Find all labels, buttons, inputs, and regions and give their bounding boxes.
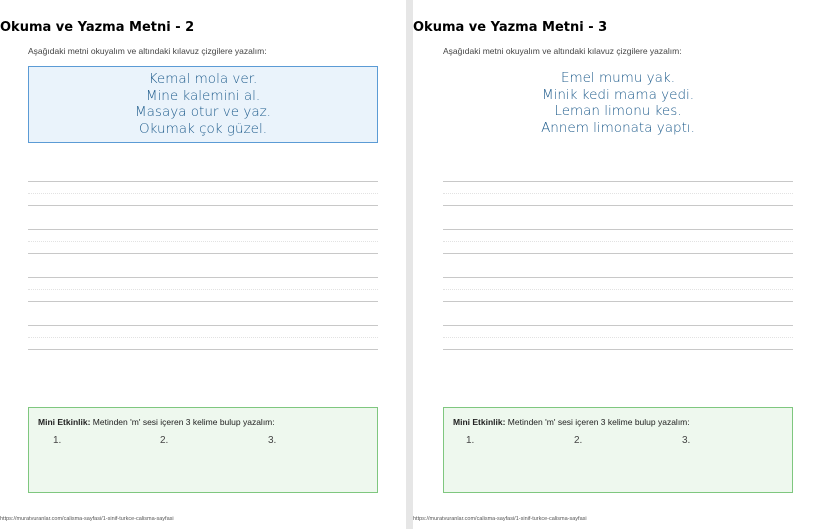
guide-line (28, 277, 378, 278)
reading-text-box (28, 66, 378, 143)
activity-label: Mini Etkinlik: (38, 417, 91, 427)
activity-prompt: Metinden 'm' sesi içeren 3 kelime bulup yazalım: (507, 417, 690, 427)
reading-line: Kemal mola ver. (148, 71, 258, 87)
activity-heading (38, 417, 275, 427)
reading-line: Mine kalemini al. (145, 87, 261, 104)
reading-line: Emel mumu yak. (560, 70, 676, 86)
page-title: Okuma ve Yazma Metni - 3 (413, 20, 608, 35)
guide-line (443, 205, 793, 206)
answer-number: 3. (682, 435, 691, 446)
answer-number: 1. (53, 435, 62, 446)
reading-line: Okumak çok güzel. (139, 120, 267, 137)
answer-number: 2. (574, 435, 583, 446)
guide-line (443, 349, 793, 350)
worksheet-page-2 (0, 0, 406, 529)
guide-line-dotted (443, 193, 793, 194)
guide-line (443, 253, 793, 254)
guide-line (28, 205, 378, 206)
reading-text-box (443, 66, 793, 141)
guide-line (28, 349, 378, 350)
guide-line-dotted (443, 241, 793, 242)
reading-line: Masaya otur ve yaz. (135, 104, 271, 120)
footer-url: https://muratvuranlar.com/calisma-sayfasi/1-sinif-turkce-calisma-sayfasi (0, 516, 174, 522)
answer-number: 3. (268, 435, 277, 446)
activity-prompt: Metinden 'm' sesi içeren 3 kelime bulup yazalım: (92, 417, 275, 427)
reading-line: Leman limonu kes. (554, 103, 682, 119)
guide-line (443, 181, 793, 182)
guide-line-dotted (443, 337, 793, 338)
guide-line (443, 229, 793, 230)
guide-line (28, 301, 378, 302)
guide-line (28, 253, 378, 254)
activity-label: Mini Etkinlik: (453, 417, 506, 427)
guide-line-dotted (443, 289, 793, 290)
guide-line-dotted (28, 193, 378, 194)
guide-line (28, 325, 378, 326)
guide-line-dotted (28, 337, 378, 338)
answer-number: 2. (160, 435, 169, 446)
guide-line (443, 325, 793, 326)
instruction-text: Aşağıdaki metni okuyalım ve altındaki kılavuz çizgilere yazalım: (28, 46, 267, 56)
worksheet-page-3 (413, 0, 819, 529)
reading-line: Annem limonata yaptı. (541, 119, 695, 136)
page-title: Okuma ve Yazma Metni - 2 (0, 20, 195, 35)
footer-url: https://muratvuranlar.com/calisma-sayfasi/1-sinif-turkce-calisma-sayfasi (413, 516, 587, 522)
guide-line-dotted (28, 289, 378, 290)
guide-line (28, 181, 378, 182)
answer-number: 1. (466, 435, 475, 446)
guide-line (443, 277, 793, 278)
mini-activity-box (443, 407, 793, 493)
reading-line: Minik kedi mama yedi. (541, 86, 695, 103)
mini-activity-box (28, 407, 378, 493)
guide-line (28, 229, 378, 230)
activity-heading (453, 417, 690, 427)
guide-line-dotted (28, 241, 378, 242)
instruction-text: Aşağıdaki metni okuyalım ve altındaki kılavuz çizgilere yazalım: (443, 46, 682, 56)
guide-line (443, 301, 793, 302)
